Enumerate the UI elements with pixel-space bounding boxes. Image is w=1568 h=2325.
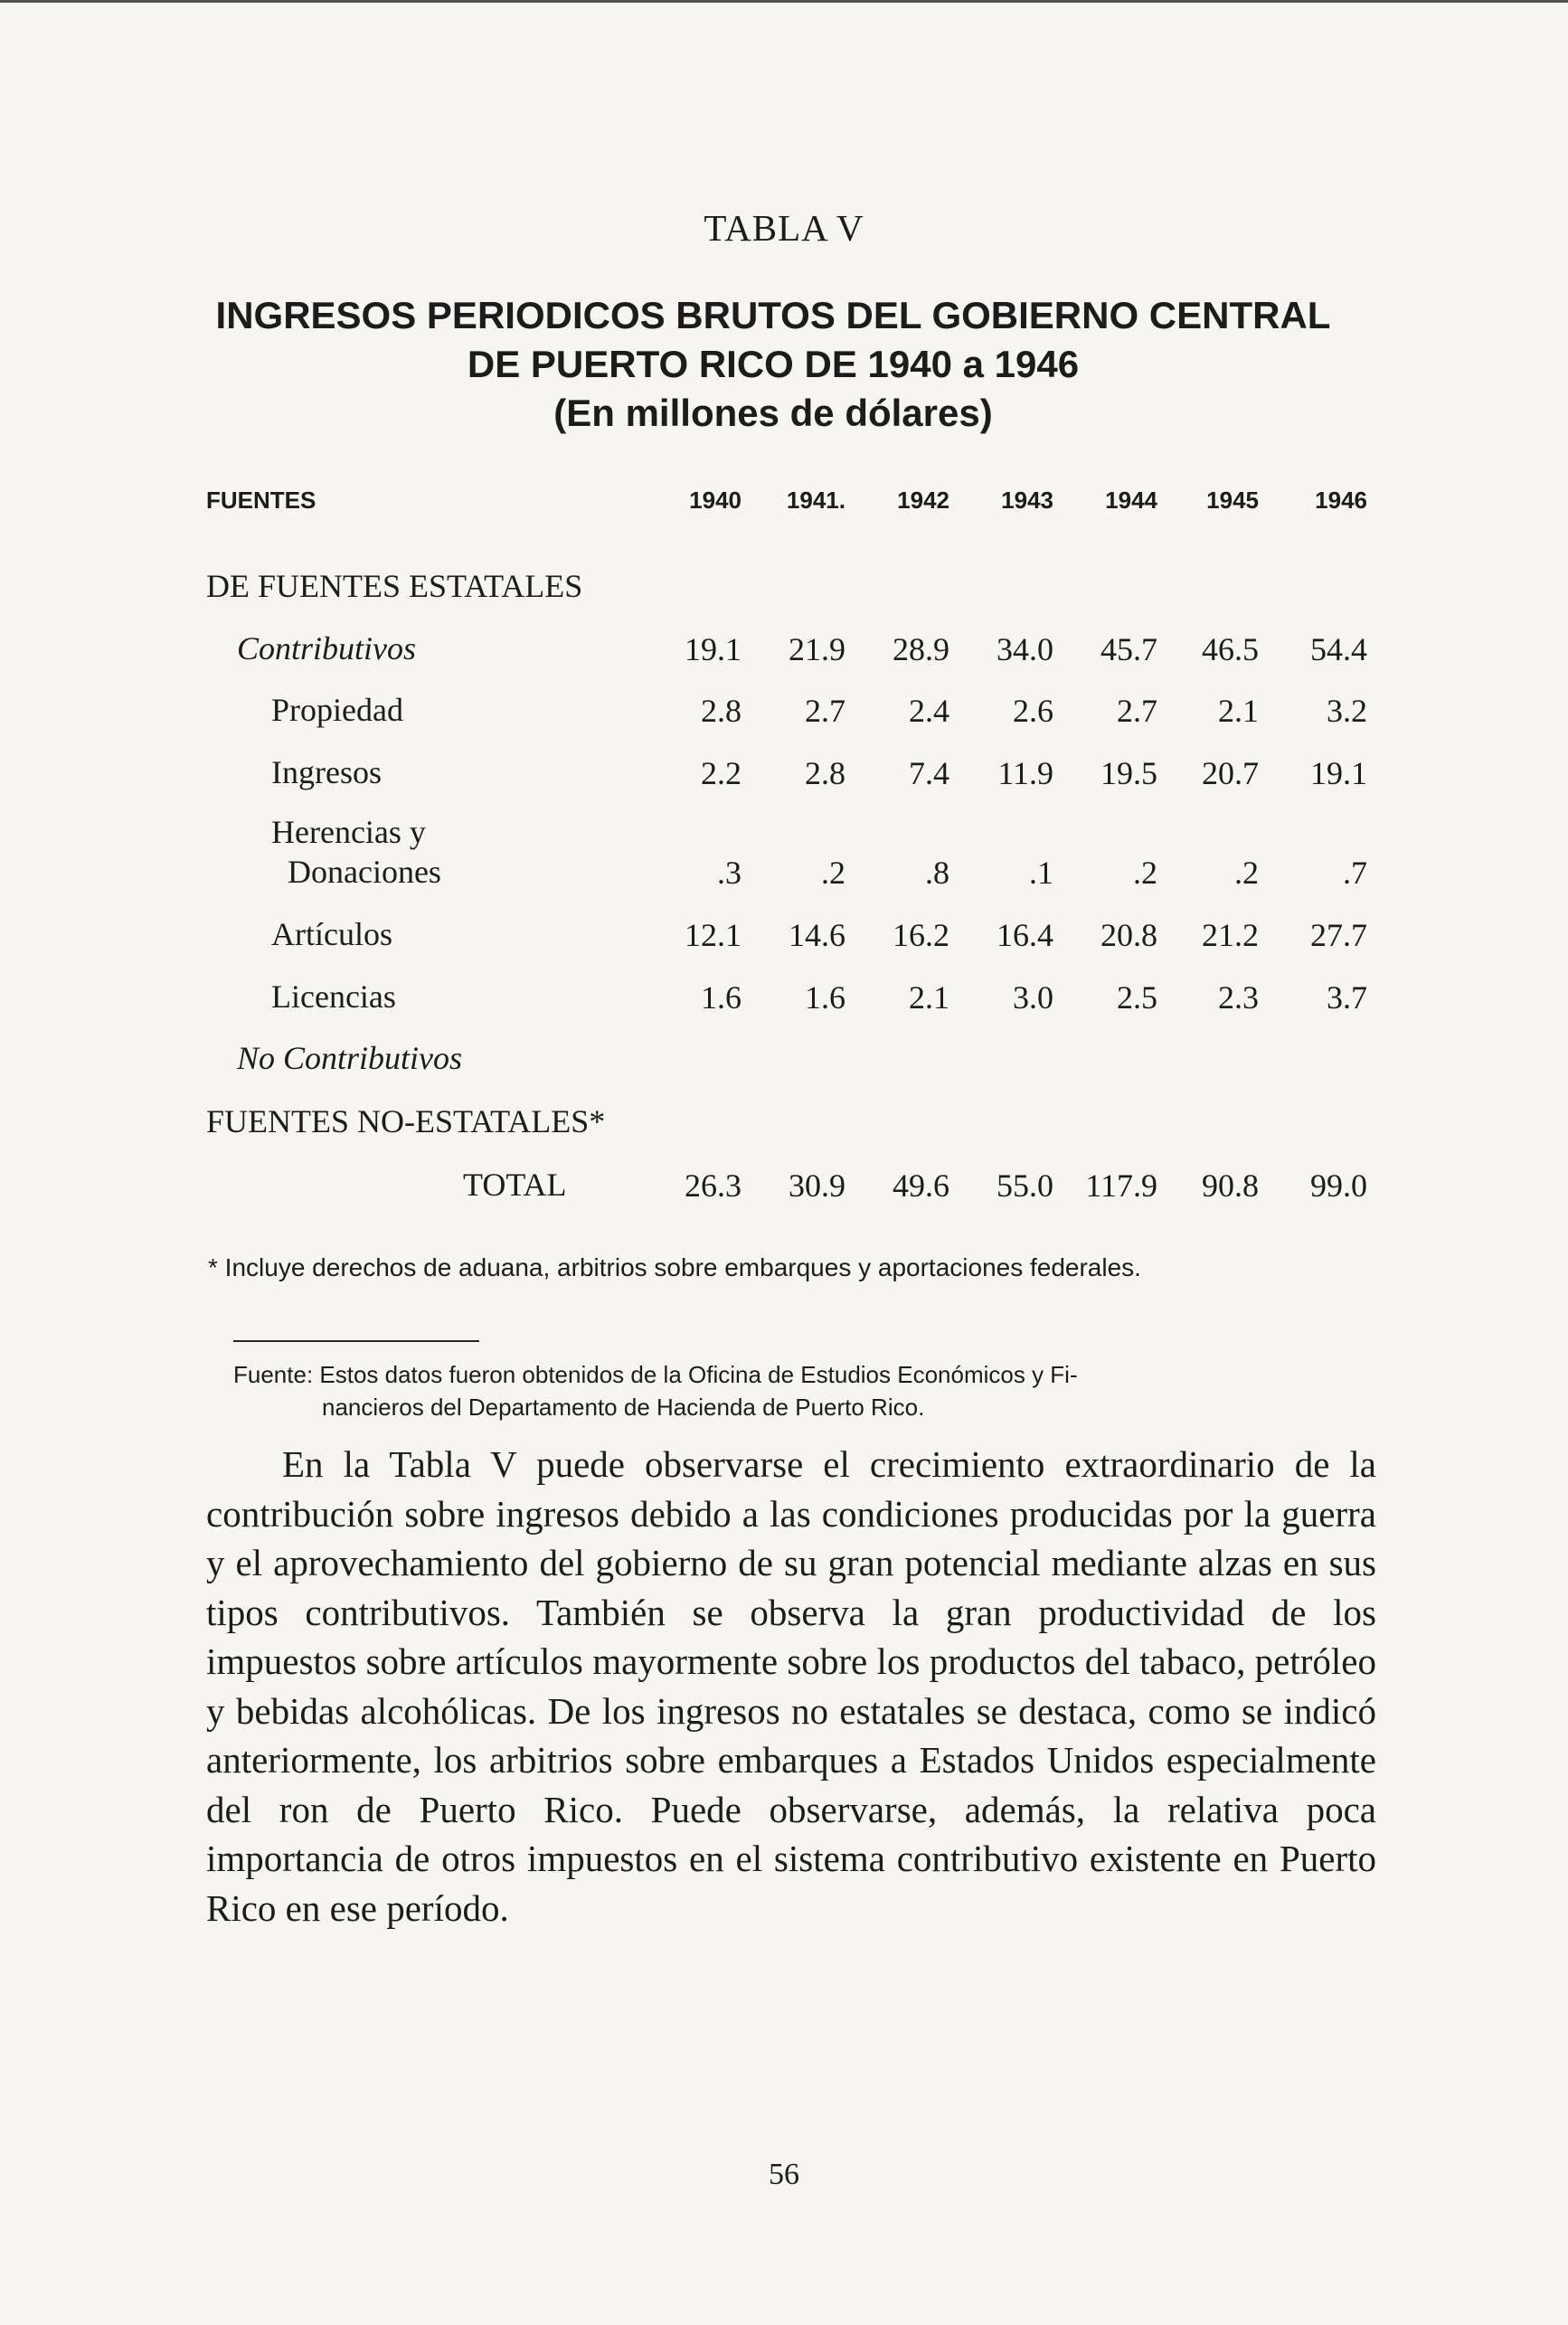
table-cell: 2.5	[1117, 979, 1157, 1016]
source-note-line1: Fuente: Estos datos fueron obtenidos de la Oficina de Estudios Económicos y Fi-	[233, 1361, 1078, 1388]
table-cell: 19.1	[685, 631, 741, 667]
table-cell: .1	[1029, 855, 1053, 891]
table-cell: 3.2	[1327, 693, 1367, 729]
section-state-sources: DE FUENTES ESTATALES	[206, 568, 583, 604]
table-cell: 21.9	[789, 631, 845, 667]
total-cell: 30.9	[789, 1167, 845, 1204]
table-cell: 2.4	[909, 693, 949, 729]
header-sources: FUENTES	[206, 487, 316, 514]
table-cell: .8	[925, 855, 949, 891]
table-cell: .2	[821, 855, 845, 891]
row-label-contributivos: Contributivos	[237, 630, 417, 666]
table-cell: .3	[717, 855, 741, 891]
table-cell: 46.5	[1202, 631, 1259, 667]
header-year: 1944	[1105, 487, 1157, 514]
total-cell: 117.9	[1085, 1167, 1157, 1204]
table-cell: 3.0	[1013, 979, 1053, 1016]
table-title-line2: DE PUERTO RICO DE 1940 a 1946	[467, 343, 1080, 385]
source-note	[233, 1358, 1382, 1423]
source-note-line2: nancieros del Departamento de Hacienda de Puerto Rico.	[322, 1394, 925, 1421]
table-cell: 2.1	[1218, 693, 1259, 729]
header-year: 1942	[897, 487, 949, 514]
total-cell: 55.0	[997, 1167, 1053, 1204]
table-cell: 2.3	[1218, 979, 1259, 1016]
table-cell: 20.7	[1202, 755, 1259, 791]
table-cell: 1.6	[805, 979, 845, 1016]
table-cell: .2	[1133, 855, 1157, 891]
table-cell: 12.1	[685, 917, 741, 953]
body-paragraph: En la Tabla V puede observarse el crecimiento extraordinario de la contribución sobre ingresos debido a las condiciones producidas por la guerra y el aprovechamiento del gobierno de su gran potencial mediante alzas en sus tipos contributivos. También se observa la gran productividad de los impuestos sobre artículos mayormente sobre los productos del tabaco, petróleo y bebidas alcohólicas. De los ingresos no estatales se destaca, como se indicó anteriormente, los arbitrios sobre embarques a Estados Unidos especialmente del ron de Puerto Rico. Puede observarse, además, la relativa poca importancia de otros impuestos en el sistema contributivo existente en Puerto Rico en ese período.	[206, 1443, 1376, 1929]
row-label-licencias: Licencias	[271, 978, 396, 1015]
table-cell: 45.7	[1100, 631, 1157, 667]
row-label-no-contributivos: No Contributivos	[237, 1040, 463, 1076]
row-label-donaciones: Donaciones	[288, 854, 441, 890]
table-cell: 20.8	[1100, 917, 1157, 953]
table-cell: 2.8	[805, 755, 845, 791]
row-label-herencias: Herencias y	[271, 814, 426, 850]
table-cell: 19.1	[1310, 755, 1367, 791]
footnote-divider	[233, 1340, 479, 1342]
total-cell: 49.6	[893, 1167, 949, 1204]
table-footnote: * Incluye derechos de aduana, arbitrios sobre embarques y aportaciones federales.	[208, 1253, 1141, 1281]
header-year: 1945	[1206, 487, 1259, 514]
table-cell: 2.7	[1117, 693, 1157, 729]
table-cell: 2.6	[1013, 693, 1053, 729]
table-cell: 14.6	[789, 917, 845, 953]
table-cell: 2.7	[805, 693, 845, 729]
table-cell: 7.4	[909, 755, 949, 791]
table-cell: 28.9	[893, 631, 949, 667]
table-cell: 16.4	[997, 917, 1053, 953]
section-non-state-sources: FUENTES NO-ESTATALES*	[206, 1103, 606, 1139]
table-cell: .7	[1343, 855, 1367, 891]
row-label-ingresos: Ingresos	[271, 754, 382, 790]
total-cell: 90.8	[1202, 1167, 1259, 1204]
page-top-edge	[0, 0, 1568, 3]
table-cell: 2.2	[701, 755, 741, 791]
header-year: 1941.	[786, 487, 845, 514]
header-year: 1943	[1001, 487, 1053, 514]
table-cell: 11.9	[997, 755, 1053, 791]
table-title	[163, 291, 1384, 438]
table-cell: 2.1	[909, 979, 949, 1016]
table-cell: 3.7	[1327, 979, 1367, 1016]
table-cell: 27.7	[1310, 917, 1367, 953]
table-cell: 2.8	[701, 693, 741, 729]
total-cell: 26.3	[685, 1167, 741, 1204]
table-cell: 21.2	[1202, 917, 1259, 953]
table-cell: 34.0	[997, 631, 1053, 667]
table-label: TABLA V	[704, 207, 864, 249]
total-label: TOTAL	[463, 1167, 567, 1203]
row-label-propiedad: Propiedad	[271, 692, 403, 728]
header-year: 1946	[1315, 487, 1367, 514]
header-year: 1940	[689, 487, 741, 514]
row-label-articulos: Artículos	[271, 916, 392, 952]
table-title-line3: (En millones de dólares)	[553, 392, 993, 434]
page-number: 56	[769, 2158, 799, 2191]
table-cell: .2	[1234, 855, 1259, 891]
table-cell: 1.6	[701, 979, 741, 1016]
table-cell: 16.2	[893, 917, 949, 953]
table-cell: 19.5	[1100, 755, 1157, 791]
total-cell: 99.0	[1310, 1167, 1367, 1204]
table-cell: 54.4	[1310, 631, 1367, 667]
table-title-line1: INGRESOS PERIODICOS BRUTOS DEL GOBIERNO CENTRAL	[215, 294, 1331, 336]
